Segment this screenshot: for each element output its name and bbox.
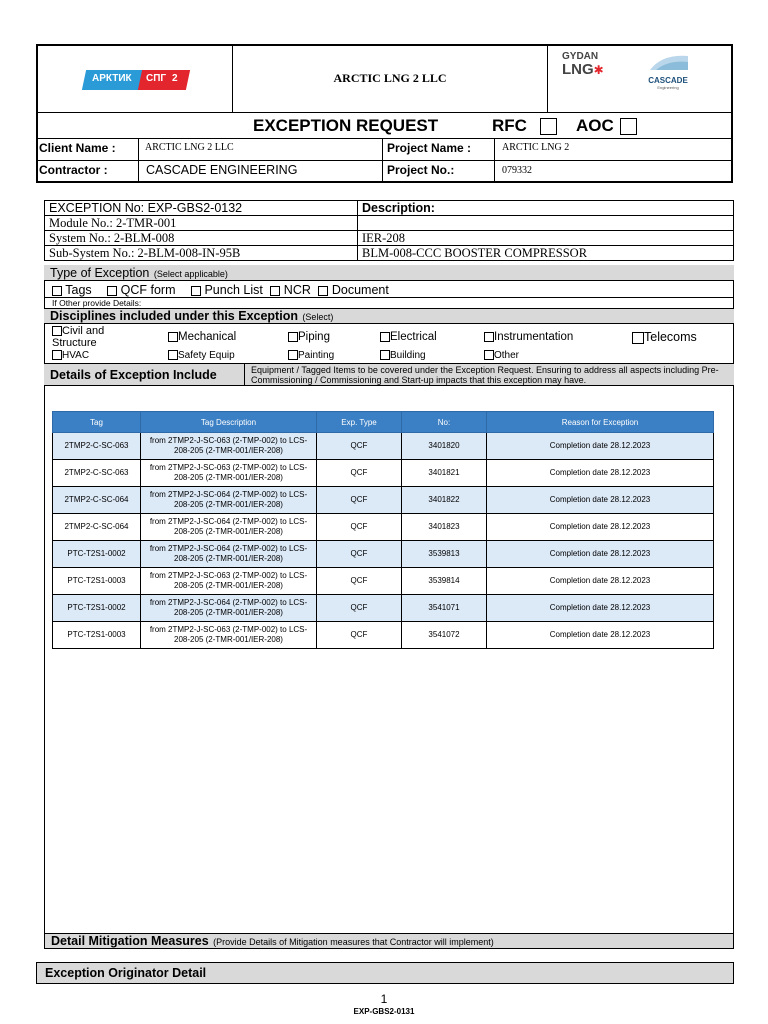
ncr-checkbox[interactable] [270,286,280,296]
punch-list-checkbox[interactable] [191,286,201,296]
table-row [53,433,714,460]
discipline-telecoms[interactable]: Telecoms [632,330,697,344]
cell-exp-type: QCF [317,622,402,649]
contractor-label: Contractor : [39,163,108,177]
gydan-lng-logo: GYDAN LNG✱ [562,51,604,78]
table-row [53,487,714,514]
cell-no: 3539813 [402,541,487,568]
type-of-exception-header: Type of Exception (Select applicable) [44,265,734,281]
cell-reason: Completion date 28.12.2023 [487,487,714,514]
project-no-value: 079332 [502,165,532,176]
aoc-label: AOC [576,116,614,135]
subsystem-no: Sub-System No.: 2-BLM-008-IN-95B [45,246,358,261]
cell-description: from 2TMP2-J-SC-064 (2-TMP-002) to LCS-208-205 (2-TMR-001/IER-208) [141,595,317,622]
type-options: Tags QCF form Punch List NCR Document [52,283,389,297]
discipline-safety-equip[interactable]: Safety Equip [168,350,235,361]
col-exp-type: Exp. Type [317,412,402,433]
cell-tag: 2TMP2-C-SC-064 [53,487,141,514]
cell-exp-type: QCF [317,568,402,595]
module-no: Module No.: 2-TMR-001 [45,216,358,231]
cell-reason: Completion date 28.12.2023 [487,433,714,460]
discipline-building[interactable]: Building [380,350,426,361]
client-name-label: Client Name : [39,141,116,155]
table-row [53,595,714,622]
cell-no: 3401820 [402,433,487,460]
footer-doc-number: EXP-GBS2-0131 [353,1007,415,1016]
rfc-label: RFC [492,116,527,135]
cell-exp-type: QCF [317,514,402,541]
cell-description: from 2TMP2-J-SC-064 (2-TMP-002) to LCS-208-205 (2-TMR-001/IER-208) [141,514,317,541]
table-row [53,460,714,487]
cell-tag: PTC-T2S1-0002 [53,595,141,622]
cell-no: 3541072 [402,622,487,649]
tags-checkbox[interactable] [52,286,62,296]
discipline-civil[interactable]: Civil and Structure [52,325,105,349]
rfc-checkbox[interactable] [540,118,557,135]
cell-reason: Completion date 28.12.2023 [487,622,714,649]
document-checkbox[interactable] [318,286,328,296]
cell-exp-type: QCF [317,460,402,487]
table-row [53,514,714,541]
qcf-form-checkbox[interactable] [107,286,117,296]
cell-tag: PTC-T2S1-0003 [53,568,141,595]
cell-no: 3541071 [402,595,487,622]
exception-info-table [44,200,734,261]
cell-tag: 2TMP2-C-SC-063 [53,433,141,460]
cell-tag: 2TMP2-C-SC-064 [53,514,141,541]
cascade-logo: CASCADE Engineering [638,50,698,90]
cell-reason: Completion date 28.12.2023 [487,460,714,487]
system-no: System No.: 2-BLM-008 [45,231,358,246]
table-row [53,541,714,568]
form-title: EXCEPTION REQUEST [253,116,439,135]
col-tag: Tag [53,412,141,433]
originator-header: Exception Originator Detail [36,962,734,984]
cell-no: 3539814 [402,568,487,595]
cell-no: 3401821 [402,460,487,487]
cell-no: 3401823 [402,514,487,541]
tag-table-header-row [53,412,714,433]
cell-tag: PTC-T2S1-0003 [53,622,141,649]
subsystem-description: BLM-008-CCC BOOSTER COMPRESSOR [358,246,734,261]
discipline-piping[interactable]: Piping [288,331,330,343]
mitigation-header: Detail Mitigation Measures (Provide Details of Mitigation measures that Contractor will implement) [44,933,734,949]
cell-exp-type: QCF [317,433,402,460]
contractor-value: CASCADE ENGINEERING [146,163,298,177]
tag-table [52,411,714,649]
cell-description: from 2TMP2-J-SC-063 (2-TMP-002) to LCS-208-205 (2-TMR-001/IER-208) [141,433,317,460]
ier-value: IER-208 [358,231,734,246]
company-title: ARCTIC LNG 2 LLC [333,71,447,85]
cell-tag: 2TMP2-C-SC-063 [53,460,141,487]
page-number: 1 [380,992,388,1006]
description-blank [358,216,734,231]
discipline-painting[interactable]: Painting [288,350,334,361]
cell-exp-type: QCF [317,487,402,514]
cell-description: from 2TMP2-J-SC-064 (2-TMP-002) to LCS-208-205 (2-TMR-001/IER-208) [141,541,317,568]
col-no: No: [402,412,487,433]
discipline-hvac[interactable]: HVAC [52,350,89,361]
description-label: Description: [358,201,734,216]
cell-description: from 2TMP2-J-SC-063 (2-TMP-002) to LCS-208-205 (2-TMR-001/IER-208) [141,568,317,595]
table-row [53,622,714,649]
cell-description: from 2TMP2-J-SC-064 (2-TMP-002) to LCS-208-205 (2-TMR-001/IER-208) [141,487,317,514]
details-text: Equipment / Tagged Items to be covered under the Exception Request. Ensuring to address all aspects including Pre-Commissioning / Commissioning and Start-up impacts that this exception may have. [245,364,734,386]
client-name-value: ARCTIC LNG 2 LLC [145,142,234,153]
exception-no: EXCEPTION No: EXP-GBS2-0132 [45,201,358,216]
if-other-label: If Other provide Details: [52,298,142,308]
cell-description: from 2TMP2-J-SC-063 (2-TMP-002) to LCS-208-205 (2-TMR-001/IER-208) [141,622,317,649]
cell-exp-type: QCF [317,541,402,568]
aoc-checkbox[interactable] [620,118,637,135]
discipline-other[interactable]: Other [484,350,519,361]
disciplines-header: Disciplines included under this Exception (Select) [44,308,734,324]
cell-reason: Completion date 28.12.2023 [487,568,714,595]
project-no-label: Project No.: [387,163,455,177]
cell-tag: PTC-T2S1-0002 [53,541,141,568]
discipline-electrical[interactable]: Electrical [380,331,437,343]
details-header: Details of Exception Include [44,364,245,386]
cell-description: from 2TMP2-J-SC-063 (2-TMP-002) to LCS-208-205 (2-TMR-001/IER-208) [141,460,317,487]
cell-reason: Completion date 28.12.2023 [487,514,714,541]
project-name-value: ARCTIC LNG 2 [502,142,570,153]
cell-reason: Completion date 28.12.2023 [487,541,714,568]
col-tag-description: Tag Description [141,412,317,433]
cell-no: 3401822 [402,487,487,514]
cell-exp-type: QCF [317,595,402,622]
arctic-lng2-logo: АРКТИК СПГ 2 [84,70,188,90]
col-reason: Reason for Exception [487,412,714,433]
table-row [53,568,714,595]
cell-reason: Completion date 28.12.2023 [487,595,714,622]
project-name-label: Project Name : [387,141,472,155]
discipline-instrumentation[interactable]: Instrumentation [484,331,573,343]
document-header [36,44,733,183]
discipline-mechanical[interactable]: Mechanical [168,331,236,343]
